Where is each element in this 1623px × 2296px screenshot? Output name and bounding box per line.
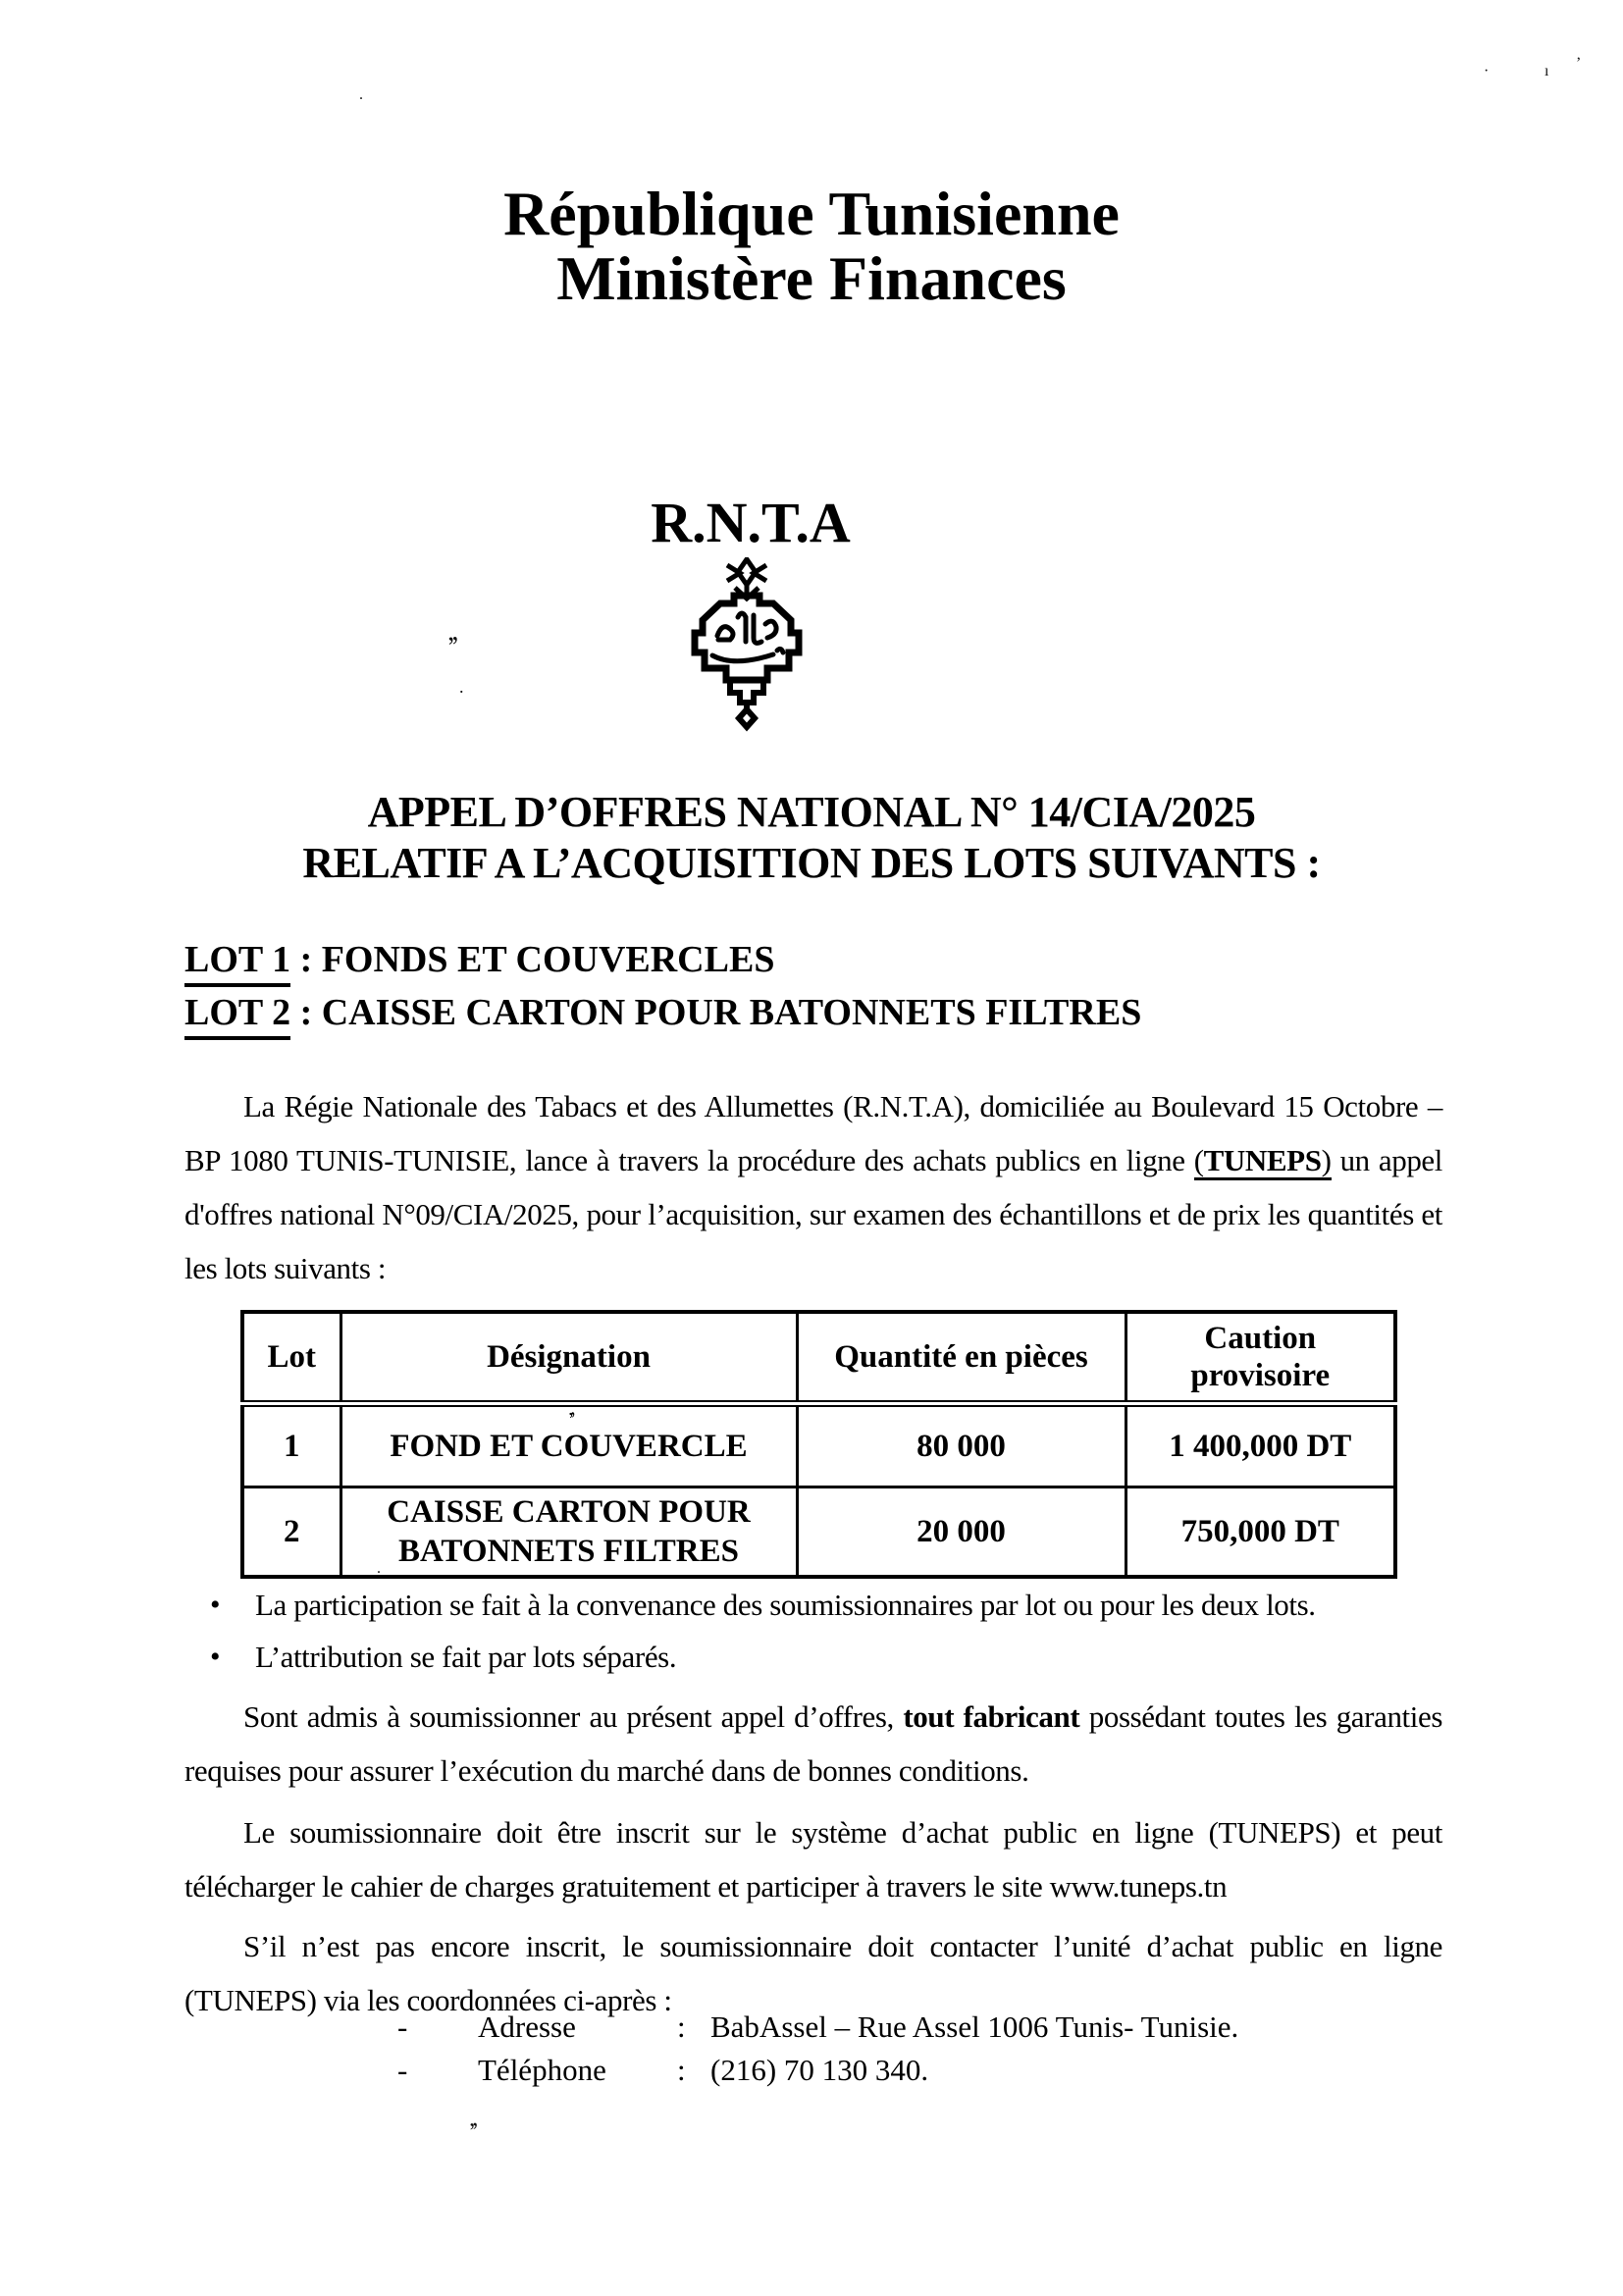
col-header-quantity: Quantité en pièces (797, 1312, 1126, 1404)
intro-paragraph (184, 1079, 1442, 1295)
rnta-emblem-icon (673, 557, 820, 737)
lot2-text: CAISSE CARTON POUR BATONNETS FILTRES (321, 992, 1142, 1033)
table-header-row (242, 1312, 1395, 1404)
ink-mark-left-of-logo: ’’ (445, 631, 460, 663)
lot2-heading (184, 991, 1141, 1034)
contact-label-address: Adresse (478, 2009, 576, 2044)
intro-text-post: un appel d'offres national N°09/CIA/2025, pour l’acquisition, sur examen des échantillons et de prix les quantités et les lots suivants : (184, 1143, 1442, 1285)
scan-speck-top-right-2: ı (1544, 63, 1549, 79)
bullet-item-attribution (210, 1636, 1476, 1679)
cell-quantity-2: 20 000 (797, 1487, 1126, 1578)
col-header-lot: Lot (242, 1312, 340, 1404)
tuneps-reference (1194, 1143, 1332, 1180)
contact-value-phone: (216) 70 130 340. (710, 2053, 929, 2087)
tender-title-line2: RELATIF A L’ACQUISITION DES LOTS SUIVANTS : (302, 839, 1321, 887)
cell-quantity-1: 80 000 (797, 1404, 1126, 1487)
tuneps-paren-close: ) (1321, 1143, 1332, 1177)
intro-text-pre: La Régie Nationale des Tabacs et des Allumettes (R.N.T.A), domiciliée au Boulevard 15 Octobre –BP 1080 TUNIS-TUNISIE, lance à travers la procédure des achats publics en ligne (184, 1089, 1442, 1177)
col-header-designation: Désignation (340, 1312, 797, 1404)
tuneps-label: TUNEPS (1203, 1143, 1322, 1177)
scan-speck-top-right-3: ’ (1576, 55, 1582, 72)
ink-dot-left-of-logo: . (459, 677, 464, 697)
paragraph-not-registered: S’il n’est pas encore inscrit, le soumissionnaire doit contacter l’unité d’achat public en ligne (TUNEPS) via les coordonnées ci-après : (184, 1929, 1442, 2017)
contact-colon: : (677, 2009, 686, 2044)
ink-mark-bottom: ’’ (467, 2118, 479, 2146)
scan-speck-top-right-1: · (1484, 63, 1490, 79)
col-header-caution: Caution provisoire (1126, 1312, 1395, 1404)
contact-colon: : (677, 2053, 686, 2087)
scan-speck-middle: . (377, 1560, 381, 1577)
table-row (242, 1404, 1395, 1487)
paragraph-admis (184, 1690, 1442, 1798)
cell-caution-1: 1 400,000 DT (1126, 1404, 1395, 1487)
bullet-icon: • (210, 1589, 221, 1621)
bullet-text-participation: La participation se fait à la convenance des soumissionnaires par lot ou pour les deux lots. (255, 1588, 1316, 1622)
lot1-label: LOT 1 (184, 939, 290, 987)
header-country: République Tunisienne (503, 179, 1120, 248)
tender-title-line1: APPEL D’OFFRES NATIONAL N° 14/CIA/2025 (367, 788, 1256, 836)
contact-value-address: BabAssel – Rue Assel 1006 Tunis- Tunisie. (710, 2009, 1239, 2044)
admis-bold-fabricant: tout fabricant (903, 1699, 1080, 1734)
lot1-separator: : (290, 939, 322, 980)
lot1-text: FONDS ET COUVERCLES (321, 939, 775, 980)
cell-designation-1-text: FOND ET COUVERCLE (390, 1428, 748, 1464)
scan-speck-top-left: . (359, 86, 363, 103)
lot2-separator: : (290, 992, 322, 1033)
org-name: R.N.T.A (651, 491, 851, 554)
ink-mark-table: ’’ (565, 1408, 577, 1432)
lot2-label: LOT 2 (184, 992, 290, 1040)
lots-table (240, 1310, 1397, 1579)
admis-text-pre: Sont admis à soumissionner au présent appel d’offres, (243, 1699, 904, 1734)
cell-lot-2: 2 (242, 1487, 340, 1578)
contact-row-address (397, 2006, 1238, 2049)
bullet-text-attribution: L’attribution se fait par lots séparés. (255, 1640, 677, 1674)
bullet-icon: • (210, 1641, 221, 1673)
header-ministry: Ministère Finances (556, 243, 1067, 313)
cell-designation-2: CAISSE CARTON POUR BATONNETS FILTRES (340, 1487, 797, 1578)
cell-designation-1 (340, 1404, 797, 1487)
tuneps-paren-open: ( (1193, 1143, 1204, 1177)
cell-lot-1: 1 (242, 1404, 340, 1487)
contact-label-phone: Téléphone (478, 2053, 606, 2087)
contact-row-phone (397, 2049, 928, 2092)
bullet-item-participation (210, 1584, 1476, 1627)
contact-dash: - (397, 2009, 408, 2044)
paragraph-tuneps-registration: Le soumissionnaire doit être inscrit sur le système d’achat public en ligne (TUNEPS) et peut télécharger le cahier de charges gratuitement et participer à travers le site www.tuneps.tn (184, 1815, 1442, 1904)
cell-caution-2: 750,000 DT (1126, 1487, 1395, 1578)
contact-dash: - (397, 2053, 408, 2087)
lot1-heading (184, 938, 774, 981)
table-row (242, 1487, 1395, 1578)
admis-text-post: possédant toutes les garanties requises pour assurer l’exécution du marché dans de bonnes conditions. (184, 1699, 1442, 1788)
